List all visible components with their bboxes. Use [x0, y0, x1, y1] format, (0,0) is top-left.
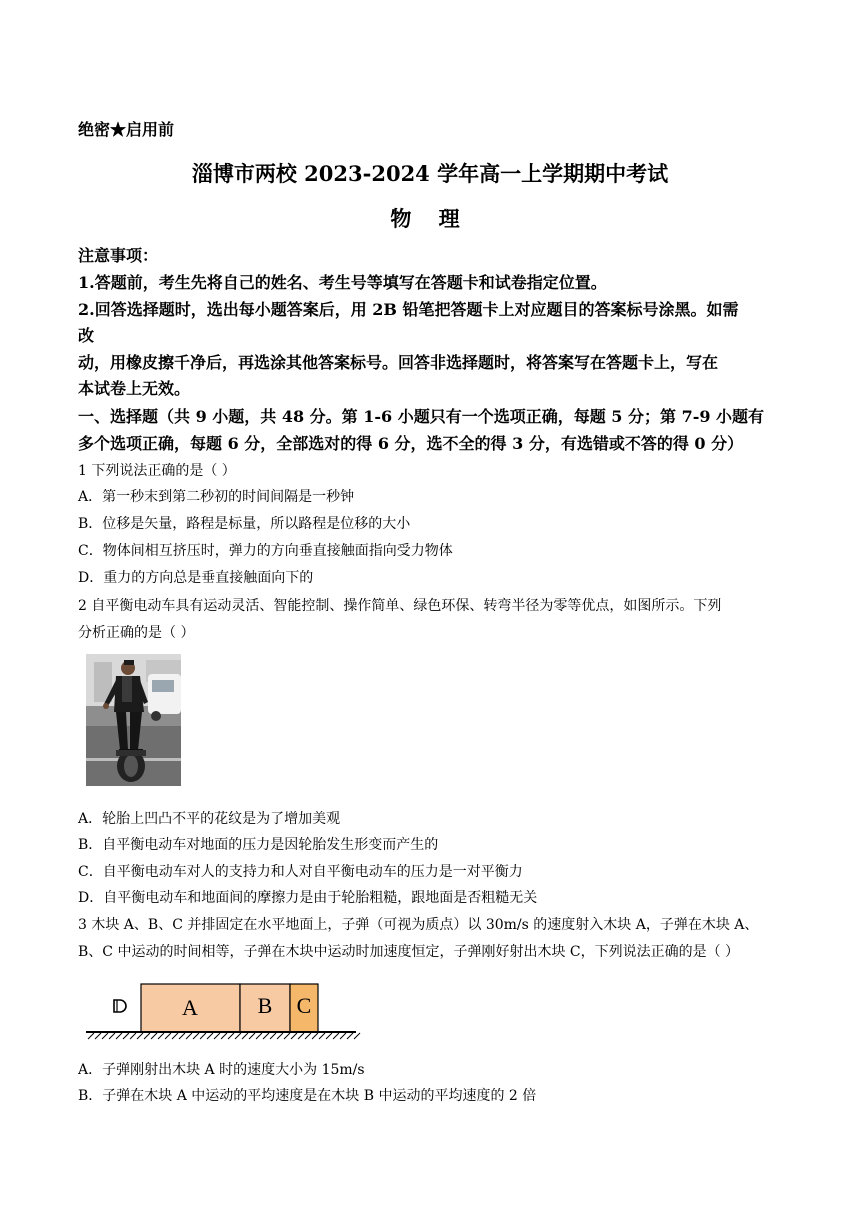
question-2-stem-line-1: 2 自平衡电动车具有运动灵活、智能控制、操作简单、绿色环保、转弯半径为零等优点，如图所示。下列	[78, 598, 722, 614]
question-1-option-d: D．重力的方向总是垂直接触面向下的	[78, 570, 314, 586]
question-2-option-b: B．自平衡电动车对地面的压力是因轮胎发生形变而产生的	[78, 837, 439, 853]
question-2-option-d: D．自平衡电动车和地面间的摩擦力是由于轮胎粗糙，跟地面是否粗糙无关	[78, 890, 538, 906]
notice-item-2-line-3: 动，用橡皮擦千净后，再选涂其他答案标号。回答非选择题时，将答案写在答题卡上，写在	[78, 353, 719, 372]
notice-heading: 注意事项：	[78, 246, 159, 265]
question-3-stem-line-2: B、C 中运动的时间相等，子弹在木块中运动时加速度恒定，子弹刚好射出木块 C，下列说法正确的是（ ）	[78, 944, 740, 960]
wooden-blocks-diagram	[84, 980, 364, 1042]
section-instructions-line-1: 一、选择题（共 9 小题，共 48 分。第 1-6 小题只有一个选项正确，每题 5 分；第 7-9 小题有	[78, 407, 765, 426]
block-c-label: C	[296, 993, 312, 1018]
question-2-stem-line-2: 分析正确的是（ ）	[78, 625, 195, 641]
notice-item-2-line-2: 改	[78, 326, 95, 345]
question-3-option-a: A．子弹刚射出木块 A 时的速度大小为 15m/s	[78, 1062, 365, 1078]
confidential-mark: 绝密★启用前	[78, 120, 175, 139]
question-3-option-b: B．子弹在木块 A 中运动的平均速度是在木块 B 中运动的平均速度的 2 倍	[78, 1088, 537, 1104]
question-1-option-c: C．物体间相互挤压时，弹力的方向垂直接触面指向受力物体	[78, 543, 453, 559]
section-instructions-line-2: 多个选项正确，每题 6 分，全部选对的得 6 分，选不全的得 3 分，有选错或不答的得 0 分）	[78, 434, 744, 453]
notice-item-1: 1.答题前，考生先将自己的姓名、考生号等填写在答题卡和试卷指定位置。	[78, 273, 607, 292]
block-b-label: B	[257, 993, 273, 1018]
question-1-option-b: B．位移是矢量，路程是标量，所以路程是位移的大小	[78, 516, 411, 532]
question-3-stem-line-1: 3 木块 A、B、C 并排固定在水平地面上，子弹（可视为质点）以 30m/s 的速度射入木块 A，子弹在木块 A、	[78, 917, 759, 933]
question-2-option-a: A．轮胎上凹凸不平的花纹是为了增加美观	[78, 811, 341, 827]
notice-item-2-line-4: 本试卷上无效。	[78, 379, 191, 398]
question-2-option-c: C．自平衡电动车对人的支持力和人对自平衡电动车的压力是一对平衡力	[78, 864, 523, 880]
bullet-icon	[114, 1000, 126, 1012]
question-1-stem: 1 下列说法正确的是（ ）	[78, 463, 236, 479]
self-balancing-scooter-photo	[86, 654, 181, 786]
notice-item-2-line-1: 2.回答选择题时，选出每小题答案后，用 2B 铅笔把答题卡上对应题目的答案标号涂黑。如需	[78, 300, 739, 319]
exam-title: 淄博市两校 2023-2024 学年高一上学期期中考试	[191, 161, 669, 186]
question-1-option-a: A．第一秒末到第二秒初的时间间隔是一秒钟	[78, 489, 355, 505]
block-a-label: A	[182, 995, 198, 1020]
subject-title: 物 理	[390, 206, 470, 231]
ground-surface	[86, 1032, 360, 1039]
